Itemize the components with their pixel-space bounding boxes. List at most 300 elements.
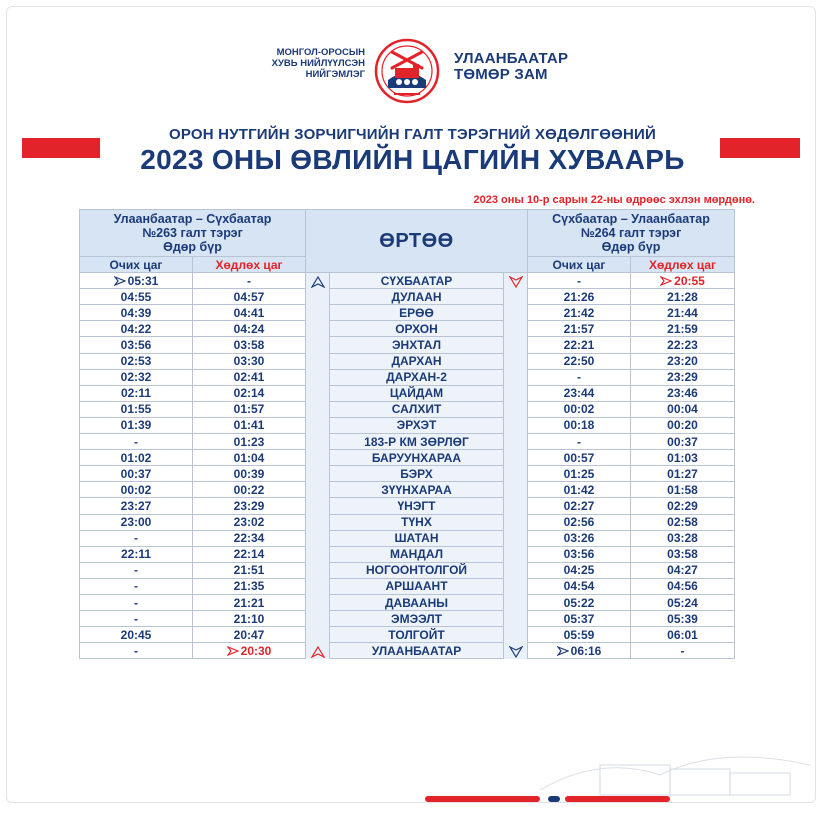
direction-arrow-cell	[306, 434, 330, 450]
time-cell	[80, 305, 193, 321]
time-value: 00:02	[120, 482, 152, 497]
station-name: НОГООНТОЛГОЙ	[330, 562, 504, 578]
table-row	[80, 434, 735, 450]
time-value: 01:42	[563, 482, 595, 497]
railway-logo-icon	[374, 38, 440, 104]
time-cell	[193, 321, 306, 337]
time-cell	[528, 401, 631, 417]
time-value: 21:26	[563, 289, 595, 304]
direction-arrow-cell	[306, 627, 330, 643]
station-name: ДАРХАН-2	[330, 369, 504, 385]
station-name: ЭМЭЭЛТ	[330, 611, 504, 627]
time-cell	[631, 450, 735, 466]
table-row	[80, 546, 735, 562]
left-train-frequency: Өдөр бүр	[163, 240, 222, 254]
direction-arrow-cell	[504, 546, 528, 562]
time-value: 06:16	[570, 643, 602, 658]
time-value: 00:37	[120, 466, 152, 481]
table-row	[80, 289, 735, 305]
time-cell	[80, 578, 193, 594]
time-cell	[80, 627, 193, 643]
org-left-line: ХУВЬ НИЙЛҮҮЛСЭН	[271, 58, 365, 69]
time-cell	[528, 417, 631, 433]
time-value: 01:55	[120, 402, 152, 417]
direction-arrow-cell	[504, 514, 528, 530]
time-value: 22:11	[120, 547, 152, 562]
time-value: 04:56	[667, 579, 698, 594]
right-train-frequency: Өдөр бүр	[601, 240, 661, 254]
time-value: -	[134, 531, 138, 546]
time-value: 04:55	[120, 289, 152, 304]
time-cell	[631, 562, 735, 578]
time-cell	[80, 321, 193, 337]
time-cell	[193, 273, 306, 289]
station-name: ТҮНХ	[330, 514, 504, 530]
time-value: 23:00	[120, 515, 152, 530]
time-cell	[193, 530, 306, 546]
table-row	[80, 530, 735, 546]
time-value: 02:58	[667, 515, 698, 530]
table-row	[80, 514, 735, 530]
time-value: -	[134, 434, 138, 449]
time-value: 03:58	[667, 547, 698, 562]
time-cell	[193, 417, 306, 433]
direction-arrow-cell	[306, 385, 330, 401]
time-value: 02:29	[667, 498, 698, 513]
org-left-line: НИЙГЭМЛЭГ	[305, 69, 365, 80]
table-row	[80, 273, 735, 289]
time-value: 05:31	[127, 273, 159, 288]
station-name: ДАВААНЫ	[330, 594, 504, 610]
time-cell	[80, 594, 193, 610]
time-cell	[193, 611, 306, 627]
time-value: 01:23	[233, 434, 265, 449]
time-value: 05:22	[563, 595, 595, 610]
station-name: ДУЛААН	[330, 289, 504, 305]
timetable-body	[80, 273, 735, 659]
direction-arrow-cell	[504, 611, 528, 627]
time-cell	[631, 530, 735, 546]
time-cell	[528, 611, 631, 627]
time-cell	[80, 450, 193, 466]
time-cell	[528, 514, 631, 530]
direction-arrow-cell	[306, 578, 330, 594]
time-value: -	[134, 579, 138, 594]
station-name: МАНДАЛ	[330, 546, 504, 562]
time-cell	[528, 273, 631, 289]
time-cell	[528, 305, 631, 321]
left-arrival-header: Очих цаг	[80, 257, 193, 273]
direction-arrow-cell	[504, 594, 528, 610]
station-name: САЛХИТ	[330, 401, 504, 417]
direction-arrow-cell	[504, 305, 528, 321]
time-cell	[80, 289, 193, 305]
time-cell	[528, 562, 631, 578]
station-name: ДАРХАН	[330, 353, 504, 369]
direction-arrow-cell	[504, 562, 528, 578]
time-value: 21:42	[563, 305, 595, 320]
time-value: 02:56	[563, 515, 595, 530]
left-train-route: Улаанбаатар – Сүхбаатар	[113, 212, 272, 226]
time-value: -	[134, 611, 138, 626]
table-row	[80, 611, 735, 627]
time-cell	[80, 273, 193, 289]
time-value: 04:39	[120, 305, 152, 320]
time-cell	[631, 289, 735, 305]
org-left-line: МОНГОЛ-ОРОСЫН	[276, 47, 365, 58]
train-watermark-icon	[540, 735, 810, 805]
direction-arrow-cell	[306, 562, 330, 578]
direction-arrow-cell	[306, 482, 330, 498]
table-row	[80, 466, 735, 482]
time-value: 05:39	[667, 611, 698, 626]
time-cell	[631, 594, 735, 610]
direction-arrow-cell	[306, 498, 330, 514]
station-name: ЕРӨӨ	[330, 305, 504, 321]
time-value: 02:11	[120, 386, 152, 401]
time-value: 00:04	[667, 402, 698, 417]
direction-arrow-cell	[306, 466, 330, 482]
time-value: 20:47	[233, 627, 265, 642]
time-cell	[193, 466, 306, 482]
time-cell	[80, 562, 193, 578]
time-cell	[528, 546, 631, 562]
table-row	[80, 482, 735, 498]
table-row	[80, 562, 735, 578]
time-cell	[193, 643, 306, 659]
time-cell	[631, 305, 735, 321]
time-value: 01:02	[120, 450, 152, 465]
time-value: 00:18	[563, 418, 595, 433]
table-row	[80, 385, 735, 401]
time-cell	[528, 450, 631, 466]
time-cell	[193, 401, 306, 417]
time-value: 20:45	[120, 627, 152, 642]
time-cell	[631, 434, 735, 450]
time-cell	[193, 289, 306, 305]
time-cell	[80, 498, 193, 514]
table-row	[80, 369, 735, 385]
time-value: 23:29	[667, 370, 698, 385]
time-value: 23:20	[667, 354, 698, 369]
time-cell	[631, 321, 735, 337]
time-value: 01:04	[233, 450, 265, 465]
direction-arrow-cell	[306, 401, 330, 417]
time-value: 22:34	[233, 531, 265, 546]
direction-arrow-cell	[306, 611, 330, 627]
time-value: 02:41	[233, 370, 265, 385]
decor-stripe-navy	[548, 796, 560, 802]
time-cell	[631, 578, 735, 594]
time-value: 21:57	[563, 321, 595, 336]
station-name: ЭРХЭТ	[330, 417, 504, 433]
time-cell	[631, 273, 735, 289]
direction-arrow-cell	[306, 594, 330, 610]
time-cell	[193, 385, 306, 401]
direction-arrow-cell	[504, 321, 528, 337]
time-cell	[631, 546, 735, 562]
direction-arrow-cell	[504, 273, 528, 289]
right-arrival-header: Очих цаг	[528, 257, 631, 273]
time-value: 01:39	[120, 418, 152, 433]
direction-arrow-cell	[504, 289, 528, 305]
time-cell	[528, 289, 631, 305]
time-cell	[193, 546, 306, 562]
right-train-number: №264 галт тэрэг	[580, 226, 682, 240]
table-row	[80, 321, 735, 337]
time-value: 03:30	[233, 354, 265, 369]
time-cell	[631, 498, 735, 514]
time-value: 22:50	[563, 354, 595, 369]
title-line-1: ОРОН НУТГИЙН ЗОРЧИГЧИЙН ГАЛТ ТЭРЭГНИЙ ХӨДӨЛГӨӨНИЙ	[169, 126, 656, 143]
station-name: ҮНЭГТ	[330, 498, 504, 514]
time-cell	[80, 385, 193, 401]
time-cell	[528, 321, 631, 337]
station-name: 183-Р КМ ЗӨРЛӨГ	[330, 434, 504, 450]
time-value: 04:22	[120, 321, 152, 336]
direction-arrow-cell	[504, 530, 528, 546]
time-value: 21:10	[233, 611, 265, 626]
time-cell	[528, 594, 631, 610]
time-value: -	[577, 370, 581, 385]
time-cell	[631, 385, 735, 401]
time-cell	[193, 305, 306, 321]
time-cell	[528, 578, 631, 594]
direction-arrow-cell	[306, 514, 330, 530]
time-value: 00:20	[667, 418, 698, 433]
table-row	[80, 337, 735, 353]
time-cell	[193, 369, 306, 385]
time-cell	[193, 337, 306, 353]
time-cell	[80, 417, 193, 433]
time-value: 20:55	[674, 273, 705, 288]
direction-arrow-cell	[306, 530, 330, 546]
time-value: 21:51	[233, 563, 265, 578]
direction-arrow-cell	[504, 385, 528, 401]
time-cell	[631, 627, 735, 643]
direction-arrow-cell	[306, 289, 330, 305]
direction-arrow-cell	[504, 369, 528, 385]
time-cell	[528, 385, 631, 401]
table-row	[80, 305, 735, 321]
station-name: СҮХБААТАР	[330, 273, 504, 289]
direction-arrow-cell	[306, 417, 330, 433]
direction-arrow-cell	[306, 305, 330, 321]
time-value: -	[247, 273, 251, 288]
time-value: 04:57	[233, 289, 265, 304]
table-row	[80, 627, 735, 643]
time-value: 00:22	[233, 482, 265, 497]
direction-arrow-cell	[306, 353, 330, 369]
time-cell	[193, 627, 306, 643]
direction-arrow-cell	[504, 482, 528, 498]
direction-arrow-cell	[504, 643, 528, 659]
time-value: 03:56	[563, 547, 595, 562]
org-right-line: УЛААНБААТАР	[454, 50, 569, 67]
time-value: 23:02	[233, 515, 265, 530]
time-cell	[193, 594, 306, 610]
direction-arrow-cell	[504, 466, 528, 482]
right-train-route: Сүхбаатар – Улаанбаатар	[552, 212, 710, 226]
direction-arrow-cell	[504, 450, 528, 466]
time-value: 04:54	[563, 579, 595, 594]
time-cell	[528, 337, 631, 353]
time-value: 03:26	[563, 531, 595, 546]
direction-arrow-cell	[504, 627, 528, 643]
time-cell	[80, 466, 193, 482]
time-value: 04:27	[667, 563, 698, 578]
time-cell	[80, 353, 193, 369]
right-train-header	[528, 210, 735, 257]
station-name: АРШААНТ	[330, 578, 504, 594]
station-name: ШАТАН	[330, 530, 504, 546]
time-value: 21:59	[667, 321, 698, 336]
time-value: 04:25	[563, 563, 595, 578]
decor-stripe-red	[425, 796, 540, 802]
left-departure-header: Хөдлөх цаг	[193, 257, 306, 273]
direction-arrow-cell	[306, 546, 330, 562]
time-cell	[631, 514, 735, 530]
time-value: 01:27	[667, 466, 698, 481]
time-cell	[193, 450, 306, 466]
time-value: 05:59	[563, 627, 595, 642]
time-cell	[528, 627, 631, 643]
org-left-text	[250, 47, 365, 80]
direction-arrow-cell	[504, 498, 528, 514]
time-value: 04:24	[233, 321, 265, 336]
station-name: БАРУУНХАРАА	[330, 450, 504, 466]
time-cell	[631, 401, 735, 417]
direction-arrow-cell	[306, 643, 330, 659]
time-value: 22:23	[667, 338, 698, 353]
direction-arrow-cell	[306, 369, 330, 385]
time-cell	[528, 482, 631, 498]
direction-arrow-cell	[306, 321, 330, 337]
timetable	[79, 209, 735, 659]
direction-arrow-cell	[306, 337, 330, 353]
station-name: ОРХОН	[330, 321, 504, 337]
time-cell	[528, 530, 631, 546]
time-cell	[193, 482, 306, 498]
time-cell	[80, 369, 193, 385]
direction-arrow-cell	[306, 450, 330, 466]
time-value: 00:02	[563, 402, 595, 417]
time-value: 21:44	[667, 305, 698, 320]
time-cell	[193, 353, 306, 369]
time-value: 02:53	[120, 354, 152, 369]
time-cell	[528, 643, 631, 659]
time-value: 21:35	[233, 579, 265, 594]
time-value: 22:14	[233, 547, 265, 562]
org-right-line: ТӨМӨР ЗАМ	[454, 66, 548, 83]
direction-arrow-cell	[504, 417, 528, 433]
org-right-text	[454, 51, 568, 83]
table-row	[80, 417, 735, 433]
time-cell	[80, 611, 193, 627]
station-name: ЦАЙДАМ	[330, 385, 504, 401]
time-cell	[80, 546, 193, 562]
time-value: 00:37	[667, 434, 698, 449]
time-cell	[631, 369, 735, 385]
time-cell	[80, 530, 193, 546]
time-cell	[80, 643, 193, 659]
right-departure-header: Хөдлөх цаг	[631, 257, 735, 273]
time-cell	[528, 369, 631, 385]
time-value: 00:39	[233, 466, 265, 481]
time-cell	[80, 482, 193, 498]
direction-arrow-cell	[504, 337, 528, 353]
time-value: -	[134, 595, 138, 610]
table-row	[80, 401, 735, 417]
time-cell	[193, 498, 306, 514]
time-cell	[631, 353, 735, 369]
direction-arrow-cell	[306, 273, 330, 289]
station-header: ӨРТӨӨ	[306, 210, 528, 273]
time-cell	[193, 514, 306, 530]
direction-arrow-cell	[504, 353, 528, 369]
time-value: 21:21	[233, 595, 265, 610]
time-cell	[193, 434, 306, 450]
time-cell	[80, 434, 193, 450]
time-cell	[528, 466, 631, 482]
station-name: ЭНХТАЛ	[330, 337, 504, 353]
time-cell	[631, 482, 735, 498]
time-value: 21:28	[667, 289, 698, 304]
time-value: 23:46	[667, 386, 698, 401]
time-cell	[631, 337, 735, 353]
left-train-header	[80, 210, 306, 257]
time-cell	[193, 578, 306, 594]
time-value: 04:41	[233, 305, 265, 320]
station-name: УЛААНБААТАР	[330, 643, 504, 659]
page-title: 2023 ОНЫ ӨВЛИЙН ЦАГИЙН ХУВААРЬ	[140, 144, 685, 175]
time-value: 03:28	[667, 531, 698, 546]
time-value: 06:01	[667, 627, 698, 642]
time-value: 23:27	[120, 498, 152, 513]
direction-arrow-cell	[504, 578, 528, 594]
table-row	[80, 594, 735, 610]
time-value: 01:41	[233, 418, 265, 433]
time-value: 22:21	[563, 338, 595, 353]
time-cell	[80, 337, 193, 353]
time-value: 01:03	[667, 450, 698, 465]
time-value: 03:58	[233, 338, 265, 353]
time-value: -	[134, 643, 138, 658]
time-value: -	[680, 643, 685, 658]
time-cell	[528, 498, 631, 514]
time-value: 02:14	[233, 386, 265, 401]
time-value: -	[577, 273, 581, 288]
time-value: 23:29	[233, 498, 265, 513]
time-cell	[631, 466, 735, 482]
left-train-number: №263 галт тэрэг	[142, 226, 243, 240]
direction-arrow-cell	[504, 401, 528, 417]
time-value: 02:27	[563, 498, 595, 513]
table-row	[80, 643, 735, 659]
time-value: 23:44	[563, 386, 595, 401]
table-row	[80, 353, 735, 369]
time-value: 02:32	[120, 370, 152, 385]
time-value: 05:24	[667, 595, 698, 610]
time-cell	[528, 434, 631, 450]
time-cell	[631, 417, 735, 433]
time-value: 01:58	[667, 482, 698, 497]
decor-stripe-red	[565, 796, 670, 802]
time-cell	[193, 562, 306, 578]
time-value: 20:30	[240, 643, 272, 658]
table-row	[80, 450, 735, 466]
time-value: 01:25	[563, 466, 595, 481]
